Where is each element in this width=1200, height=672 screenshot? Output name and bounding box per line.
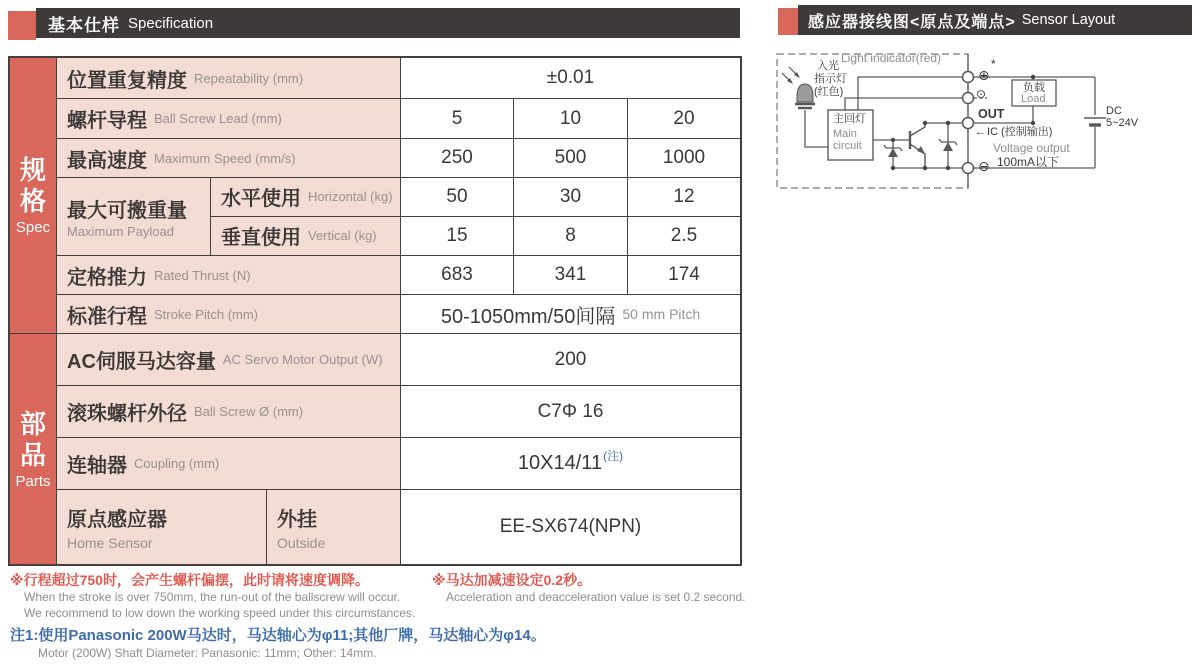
label-stroke-zh: 标准行程 [67, 305, 147, 328]
value-coupling-note-ref: (注) [603, 449, 624, 463]
row-max-payload [57, 178, 740, 256]
load-label-en: Load [1021, 93, 1046, 105]
led-label-zh3: (红色) [814, 86, 844, 98]
value-servo-output: 200 [401, 334, 740, 385]
header-sensor-layout-en: Sensor Layout [1021, 12, 1116, 28]
voltage-output-label: Voltage output [993, 141, 1070, 155]
led-symbol [795, 84, 815, 108]
label-home-sensor-zh: 原点感应器 [67, 509, 167, 531]
label-screw-od-en: Ball Screw Ø (mm) [194, 404, 304, 419]
note-stroke-en2: We recommend to low down the working speed under this circumstances. [24, 606, 416, 620]
terminal-out-circle [963, 118, 974, 129]
row-max-speed [57, 139, 740, 178]
zener-diode-1 [884, 140, 902, 168]
label-stroke-en: Stroke Pitch (mm) [154, 306, 259, 322]
note-acceleration-zh: ※马达加减速设定0.2秒。 [432, 572, 592, 588]
dc-label: DC [1106, 105, 1122, 117]
section-column [10, 58, 57, 564]
note-motor-shaft-zh: 注1:使用Panasonic 200W马达时，马达轴心为φ11;其他厂牌，马达轴心为φ14。 [10, 627, 546, 644]
sensor-wiring-diagram [775, 44, 1200, 209]
value-stroke-en: 50 mm Pitch [622, 306, 701, 322]
label-vertical [211, 217, 401, 256]
note-acceleration [432, 571, 746, 605]
value-ball-screw-od: C7Φ 16 [401, 386, 740, 437]
value-stroke-zh: 50-1050mm/50间隔 [440, 305, 616, 328]
label-motor-zh: AC伺服马达容量 [67, 351, 216, 373]
note-motor-shaft-en: Motor (200W) Shaft Diameter: Panasonic: 11mm; Other: 14mm. [38, 646, 377, 660]
value-home-sensor: EE-SX674(NPN) [401, 490, 740, 564]
note-acceleration-en: Acceleration and deacceleration value is set 0.2 second. [446, 590, 746, 604]
terminal-star: * [991, 57, 996, 71]
terminal-plus-glyph: ⊕ [978, 67, 990, 83]
main-circuit-en1: Main [833, 128, 857, 140]
header-sensor-layout-bar [798, 5, 1192, 35]
label-coupling [57, 438, 401, 489]
value-speed-2: 500 [514, 139, 628, 177]
value-horizontal-2: 30 [514, 178, 628, 216]
value-lead-3: 20 [628, 99, 740, 138]
terminal-out-label: OUT [978, 107, 1005, 121]
row-ball-screw-lead [57, 99, 740, 139]
label-vertical-zh: 垂直使用 [221, 227, 301, 250]
value-vertical-1: 15 [401, 217, 514, 256]
label-coupling-zh: 连轴器 [67, 455, 127, 477]
note-motor-shaft [10, 626, 546, 661]
terminal-indicator-glyph: ⊙ [976, 87, 987, 101]
load-label-zh: 负载 [1023, 82, 1045, 94]
ic-label: IC (控制输出) [987, 126, 1053, 138]
section-parts-zh: 部品 [19, 408, 46, 470]
transistor-symbol [910, 123, 925, 168]
label-ball-screw-od [57, 386, 401, 437]
label-repeatability-zh: 位置重复精度 [67, 69, 187, 92]
section-spec [10, 58, 57, 334]
value-horizontal-1: 50 [401, 178, 514, 216]
value-lead-2: 10 [514, 99, 628, 138]
label-rated-thrust [57, 256, 401, 294]
header-accent-square-right [778, 8, 798, 35]
label-repeatability [57, 58, 401, 98]
ic-arrow: ← [975, 126, 986, 138]
label-speed-zh: 最高速度 [67, 149, 147, 172]
label-horizontal-en: Horizontal (kg) [308, 189, 393, 205]
row-home-sensor [57, 490, 740, 564]
header-specification-bar [36, 8, 740, 38]
led-label-zh1: 入光 [817, 60, 839, 72]
payload-subrows [211, 178, 740, 255]
row-ball-screw-od [57, 386, 740, 438]
section-spec-en: Spec [15, 219, 51, 236]
subrow-horizontal [211, 178, 740, 217]
label-payload-en: Maximum Payload [67, 224, 174, 239]
note-stroke-en1: When the stroke is over 750mm, the run-out of the ballscrew will occur. [24, 590, 401, 604]
label-home-sensor [57, 490, 267, 564]
value-stroke [401, 295, 740, 333]
label-max-payload [57, 178, 211, 255]
label-home-sensor-en: Home Sensor [67, 535, 153, 551]
label-horizontal-zh: 水平使用 [221, 188, 301, 211]
section-parts [10, 334, 57, 564]
label-thrust-zh: 定格推力 [67, 266, 147, 289]
label-screw-od-zh: 滚珠螺杆外径 [67, 403, 187, 425]
table-rows [57, 58, 740, 564]
subrow-vertical [211, 217, 740, 256]
label-motor-en: AC Servo Motor Output (W) [222, 352, 383, 367]
battery-symbol [1084, 118, 1106, 125]
note-stroke [10, 571, 415, 621]
dc-range-label: 5~24V [1106, 117, 1139, 129]
section-spec-zh: 规格 [19, 155, 46, 216]
label-stroke-pitch [57, 295, 401, 333]
label-payload-zh: 最大可搬重量 [67, 200, 187, 222]
header-specification [8, 8, 740, 42]
value-lead-1: 5 [401, 99, 514, 138]
label-lead-en: Ball Screw Lead (mm) [154, 111, 282, 126]
main-circuit-zh: 主回灯 [833, 113, 866, 125]
terminal-indicator-circle [963, 93, 974, 104]
spec-table [8, 56, 742, 566]
row-repeatability [57, 58, 740, 99]
value-thrust-3: 174 [628, 256, 740, 294]
section-parts-en: Parts [15, 472, 51, 490]
label-mount-zh: 外挂 [277, 509, 317, 531]
value-vertical-3: 2.5 [628, 217, 740, 256]
label-max-speed [57, 139, 401, 177]
current-limit-label: 100mA以下 [997, 155, 1060, 169]
row-servo-output [57, 334, 740, 386]
value-speed-3: 1000 [628, 139, 740, 177]
value-coupling [401, 438, 740, 489]
label-home-sensor-mount [267, 490, 401, 564]
value-vertical-2: 8 [514, 217, 628, 256]
value-repeatability: ±0.01 [401, 58, 740, 98]
header-specification-en: Specification [128, 14, 214, 32]
label-mount-en: Outside [277, 535, 326, 551]
value-thrust-1: 683 [401, 256, 514, 294]
terminal-minus-glyph: ⊖ [978, 158, 990, 174]
value-horizontal-3: 12 [628, 178, 740, 216]
led-label-zh2: 指示灯 [814, 73, 847, 85]
note-stroke-zh: ※行程超过750时，会产生螺杆偏摆，此时请将速度调降。 [10, 572, 369, 588]
header-sensor-layout [778, 5, 1192, 39]
label-coupling-en: Coupling (mm) [134, 456, 220, 471]
label-repeatability-en: Repeatability (mm) [194, 70, 304, 86]
header-sensor-layout-zh: 感应器接线图<原点及端点> [808, 13, 1016, 31]
label-lead-zh: 螺杆导程 [67, 110, 147, 132]
label-horizontal [211, 178, 401, 216]
row-rated-thrust [57, 256, 740, 295]
main-circuit-en2: circuit [833, 140, 862, 152]
header-accent-square [8, 11, 36, 40]
zener-diode-2 [939, 123, 957, 168]
header-specification-zh: 基本仕样 [48, 15, 120, 35]
value-speed-1: 250 [401, 139, 514, 177]
label-speed-en: Maximum Speed (mm/s) [154, 150, 296, 166]
label-thrust-en: Rated Thrust (N) [154, 267, 251, 283]
terminal-minus-circle [963, 163, 974, 174]
label-vertical-en: Vertical (kg) [308, 228, 377, 244]
row-coupling [57, 438, 740, 490]
terminal-plus-circle [963, 72, 974, 83]
label-servo-output [57, 334, 401, 385]
label-ball-screw-lead [57, 99, 401, 138]
light-indicator-label: Light indicator(red) [841, 51, 942, 65]
value-thrust-2: 341 [514, 256, 628, 294]
value-coupling-text: 10X14/11 [517, 452, 603, 474]
light-arrows-icon [782, 67, 800, 84]
row-stroke-pitch [57, 295, 740, 334]
